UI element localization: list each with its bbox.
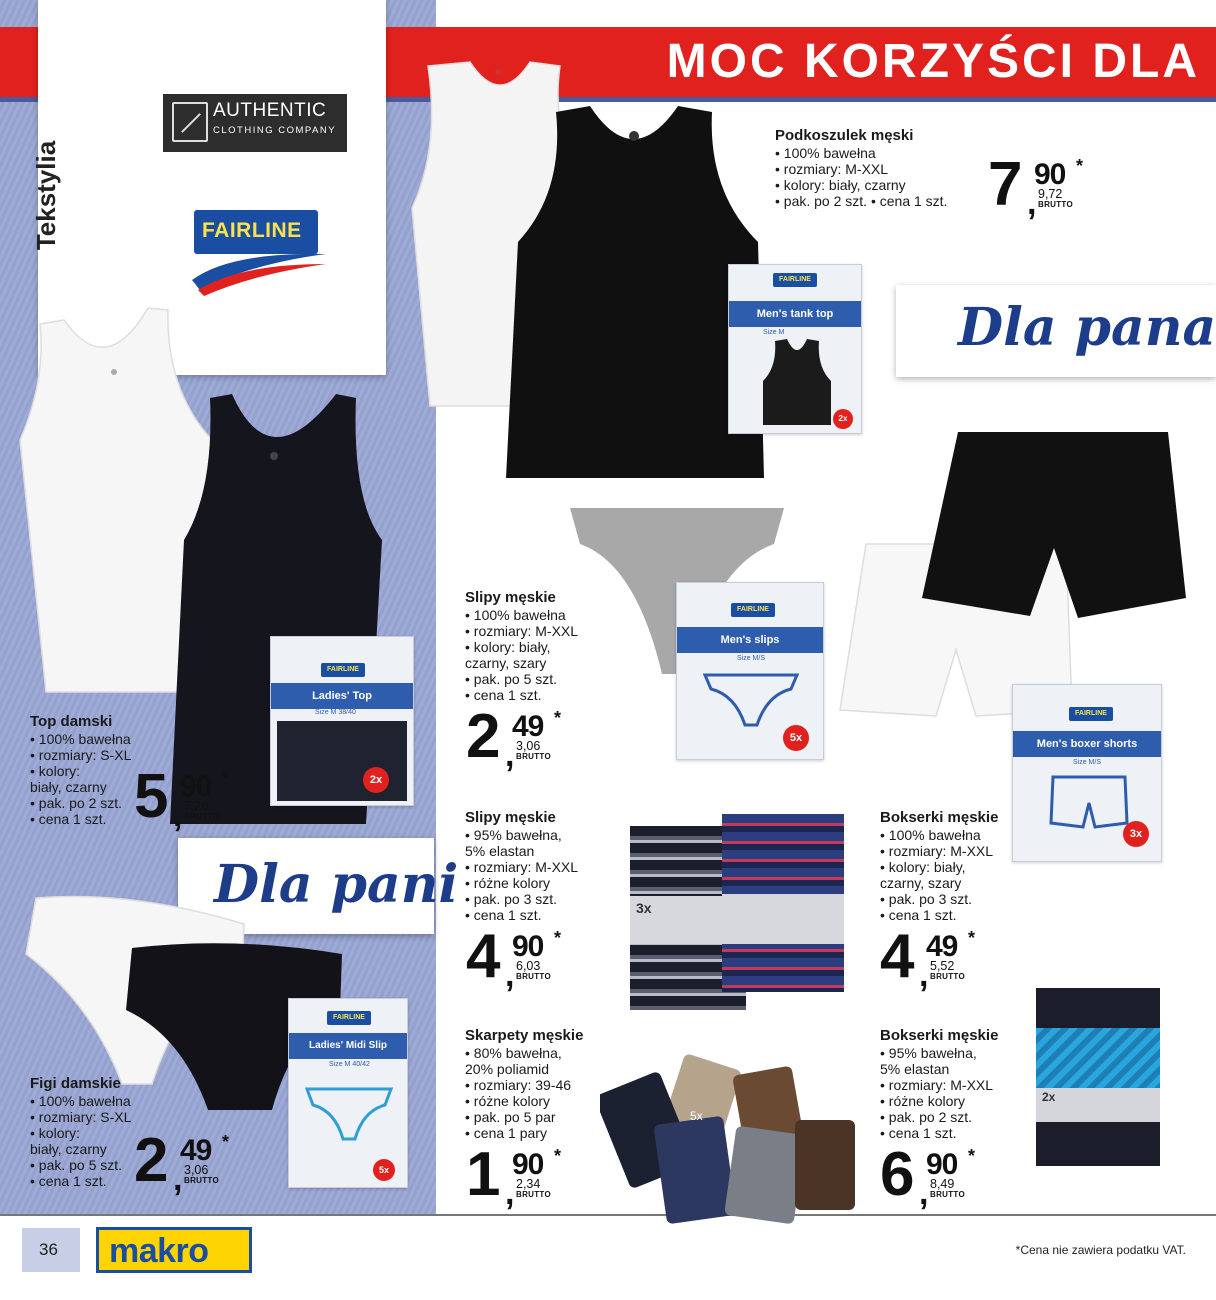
package-count-badge: 2x <box>363 767 389 793</box>
socks-bundle-image <box>600 1050 870 1230</box>
category-text: Tekstylia <box>31 140 62 251</box>
package-label: Men's boxer shorts <box>1013 731 1161 757</box>
product-name: Bokserki męskie <box>880 809 999 826</box>
fairline-swoosh-icon <box>190 250 328 298</box>
product-spec: • 100% bawełna <box>465 607 566 623</box>
package-label: Men's slips <box>677 627 823 653</box>
product-spec: • pak. po 5 szt. <box>30 1157 123 1173</box>
price-whole: 6 <box>880 1140 912 1209</box>
authentic-logo-subtitle: CLOTHING COMPANY <box>213 125 337 136</box>
package-label: Men's tank top <box>729 301 861 327</box>
product-top-damski <box>30 714 131 827</box>
product-spec: • pak. po 5 par <box>465 1109 556 1125</box>
product-spec: • cena 1 szt. <box>465 907 542 923</box>
product-spec: czarny, szary <box>880 875 962 891</box>
price-cents: 90 <box>180 770 212 803</box>
package-count-badge: 2x <box>833 409 853 429</box>
authentic-logo-title: AUTHENTIC <box>213 100 327 121</box>
price-asterisk: * <box>968 1146 976 1166</box>
price-comma: , <box>1027 184 1037 222</box>
product-spec: • pak. po 2 szt. <box>880 1109 973 1125</box>
boxer-shorts-package <box>1012 684 1162 862</box>
product-spec: • cena 1 szt. <box>880 1125 957 1141</box>
package-label: Ladies' Top <box>271 683 413 709</box>
product-spec: • pak. po 3 szt. <box>880 891 973 907</box>
price-cents: 49 <box>512 710 544 743</box>
product-spec: 20% poliamid <box>465 1061 550 1077</box>
price-top-damski <box>134 762 264 834</box>
makro-logo <box>96 1227 252 1273</box>
product-name: Bokserki męskie <box>880 1027 999 1044</box>
price-comma: , <box>173 1160 183 1198</box>
product-spec: • różne kolory <box>880 1093 966 1109</box>
package-brand-logo: FAIRLINE <box>773 273 817 287</box>
price-cents: 90 <box>512 1148 544 1181</box>
price-comma: , <box>505 1174 515 1212</box>
price-comma: , <box>919 1174 929 1212</box>
headline: MOC KORZYŚCI DLA <box>666 35 1200 88</box>
package-count-badge: 5x <box>373 1159 395 1181</box>
product-spec: • rozmiary: S-XL <box>30 1109 132 1125</box>
makro-logo-text: makro <box>109 1232 209 1270</box>
package-count-badge: 3x <box>1123 821 1149 847</box>
price-slipy-1 <box>466 702 596 774</box>
product-spec: biały, czarny <box>30 1141 107 1157</box>
package-brand-logo: FAIRLINE <box>1069 707 1113 721</box>
price-comma: , <box>505 956 515 994</box>
ladies-top-package <box>270 636 414 806</box>
pack-count: 2x <box>1042 1090 1056 1104</box>
authentic-mark-icon <box>172 102 208 142</box>
price-brutto: 6,03 <box>516 959 541 973</box>
pack-label-strip <box>722 894 844 944</box>
price-brutto: 5,52 <box>930 959 955 973</box>
product-spec: • kolory: <box>30 1125 81 1141</box>
product-spec: • 100% bawełna <box>880 827 981 843</box>
price-figi <box>134 1126 264 1198</box>
price-brutto: 7,26 <box>184 799 209 813</box>
price-brutto-label: BRUTTO <box>516 752 551 761</box>
fairline-logo-text: FAIRLINE <box>202 219 302 242</box>
product-spec: • 95% bawełna, <box>880 1045 977 1061</box>
price-brutto-label: BRUTTO <box>184 1176 219 1185</box>
price-brutto-label: BRUTTO <box>1038 200 1073 209</box>
price-cents: 90 <box>1034 158 1066 191</box>
product-slipy-2 <box>465 810 578 923</box>
price-asterisk: * <box>554 708 562 728</box>
product-name: Slipy męskie <box>465 589 556 606</box>
price-brutto: 8,49 <box>930 1177 955 1191</box>
product-podkoszulek <box>775 128 947 209</box>
price-comma: , <box>173 796 183 834</box>
boxer-pack-image <box>1036 988 1160 1166</box>
package-size: Size M 40/42 <box>329 1061 370 1068</box>
page-number-box <box>22 1228 80 1272</box>
package-size: Size M/S <box>737 655 766 662</box>
category-label <box>22 120 102 270</box>
black-boxers-image <box>918 428 1190 624</box>
price-brutto-label: BRUTTO <box>930 1190 965 1199</box>
product-name: Top damski <box>30 713 113 730</box>
mens-slips-package <box>676 582 824 760</box>
product-spec: • rozmiary: M-XXL <box>775 161 889 177</box>
product-spec: • cena 1 szt. <box>30 1173 107 1189</box>
fairline-logo <box>194 210 318 254</box>
price-slipy-2 <box>466 922 596 994</box>
midi-slip-package <box>288 998 408 1188</box>
slipy-pack-right-image <box>722 814 844 992</box>
package-contents-image <box>277 721 407 801</box>
price-cents: 90 <box>926 1148 958 1181</box>
price-brutto-label: BRUTTO <box>930 972 965 981</box>
product-name: Figi damskie <box>30 1075 121 1092</box>
product-spec: • cena 1 szt. <box>465 687 542 703</box>
product-name: Podkoszulek męski <box>775 127 914 144</box>
product-spec: biały, czarny <box>30 779 107 795</box>
product-spec: • rozmiary: M-XXL <box>880 843 994 859</box>
tank-top-package <box>728 264 862 434</box>
price-brutto-label: BRUTTO <box>184 812 219 821</box>
price-cents: 49 <box>926 930 958 963</box>
product-spec: • 95% bawełna, <box>465 827 562 843</box>
price-cents: 90 <box>512 930 544 963</box>
price-brutto: 2,34 <box>516 1177 541 1191</box>
page-number: 36 <box>39 1240 58 1259</box>
product-name: Slipy męskie <box>465 809 556 826</box>
price-brutto: 9,72 <box>1038 187 1063 201</box>
product-spec: • rozmiary: M-XXL <box>465 623 579 639</box>
product-spec: • różne kolory <box>465 875 551 891</box>
dla-pana-text: Dla pana <box>958 297 1216 358</box>
price-asterisk: * <box>222 768 230 788</box>
product-spec: 5% elastan <box>880 1061 950 1077</box>
price-comma: , <box>505 736 515 774</box>
package-slip-drawing <box>701 669 801 729</box>
product-spec: • 80% bawełna, <box>465 1045 562 1061</box>
package-size: Size M/S <box>1073 759 1102 766</box>
price-brutto-label: BRUTTO <box>516 1190 551 1199</box>
product-spec: • 100% bawełna <box>30 1093 131 1109</box>
price-asterisk: * <box>554 928 562 948</box>
package-size: Size M 38/40 <box>315 709 356 716</box>
authentic-logo <box>163 94 347 152</box>
package-size: Size M <box>763 329 785 336</box>
vat-note: *Cena nie zawiera podatku VAT. <box>1015 1243 1186 1257</box>
price-brutto: 3,06 <box>516 739 541 753</box>
price-whole: 4 <box>466 922 498 991</box>
price-whole: 2 <box>466 702 498 771</box>
price-bokserki-1 <box>880 922 1010 994</box>
product-spec: • rozmiary: M-XXL <box>880 1077 994 1093</box>
pack-count: 3x <box>636 900 652 916</box>
price-comma: , <box>919 956 929 994</box>
product-spec: • cena 1 pary <box>465 1125 547 1141</box>
price-bokserki-2 <box>880 1140 1010 1212</box>
product-skarpety <box>465 1028 583 1141</box>
product-spec: 5% elastan <box>465 843 535 859</box>
product-spec: • kolory: biały, czarny <box>775 177 906 193</box>
product-spec: • cena 1 szt. <box>30 811 107 827</box>
product-spec: • różne kolory <box>465 1093 551 1109</box>
dla-pana-banner <box>896 285 1216 377</box>
package-label: Ladies' Midi Slip <box>289 1033 407 1059</box>
product-spec: • kolory: biały, <box>880 859 966 875</box>
product-spec: • pak. po 2 szt. <box>30 795 123 811</box>
product-spec: czarny, szary <box>465 655 547 671</box>
product-spec: • rozmiary: M-XXL <box>465 859 579 875</box>
package-count-badge: 5x <box>783 725 809 751</box>
product-bokserki-2 <box>880 1028 998 1141</box>
package-brand-logo: FAIRLINE <box>327 1011 371 1025</box>
product-spec: • kolory: <box>30 763 81 779</box>
price-whole: 7 <box>988 150 1020 219</box>
product-spec: • kolory: biały, <box>465 639 551 655</box>
socks-pack-count: 5x <box>690 1109 703 1123</box>
price-whole: 2 <box>134 1126 166 1195</box>
dla-pani-text: Dla pani <box>214 854 459 915</box>
package-brand-logo: FAIRLINE <box>731 603 775 617</box>
product-spec: • cena 1 szt. <box>880 907 957 923</box>
product-spec: • rozmiary: 39-46 <box>465 1077 572 1093</box>
product-spec: • rozmiary: S-XL <box>30 747 132 763</box>
price-asterisk: * <box>968 928 976 948</box>
product-bokserki-1 <box>880 810 998 923</box>
product-spec: • pak. po 5 szt. <box>465 671 558 687</box>
price-skarpety <box>466 1140 596 1212</box>
price-brutto-label: BRUTTO <box>516 972 551 981</box>
product-spec: • 100% bawełna <box>30 731 131 747</box>
boxer-pack-pattern <box>1036 1028 1160 1092</box>
product-spec: • pak. po 2 szt. • cena 1 szt. <box>775 193 948 209</box>
price-asterisk: * <box>222 1132 230 1152</box>
price-asterisk: * <box>1076 156 1084 176</box>
package-boxer-drawing <box>1047 773 1131 831</box>
price-cents: 49 <box>180 1134 212 1167</box>
product-figi <box>30 1076 131 1189</box>
price-whole: 5 <box>134 762 166 831</box>
price-asterisk: * <box>554 1146 562 1166</box>
price-brutto: 3,06 <box>184 1163 209 1177</box>
package-midi-drawing <box>303 1083 395 1143</box>
package-brand-logo: FAIRLINE <box>321 663 365 677</box>
price-whole: 4 <box>880 922 912 991</box>
product-spec: • 100% bawełna <box>775 145 876 161</box>
price-podkoszulek <box>988 150 1118 222</box>
product-slipy-1 <box>465 590 578 703</box>
package-model-image <box>757 337 837 427</box>
product-spec: • pak. po 3 szt. <box>465 891 558 907</box>
price-whole: 1 <box>466 1140 498 1209</box>
product-name: Skarpety męskie <box>465 1027 584 1044</box>
